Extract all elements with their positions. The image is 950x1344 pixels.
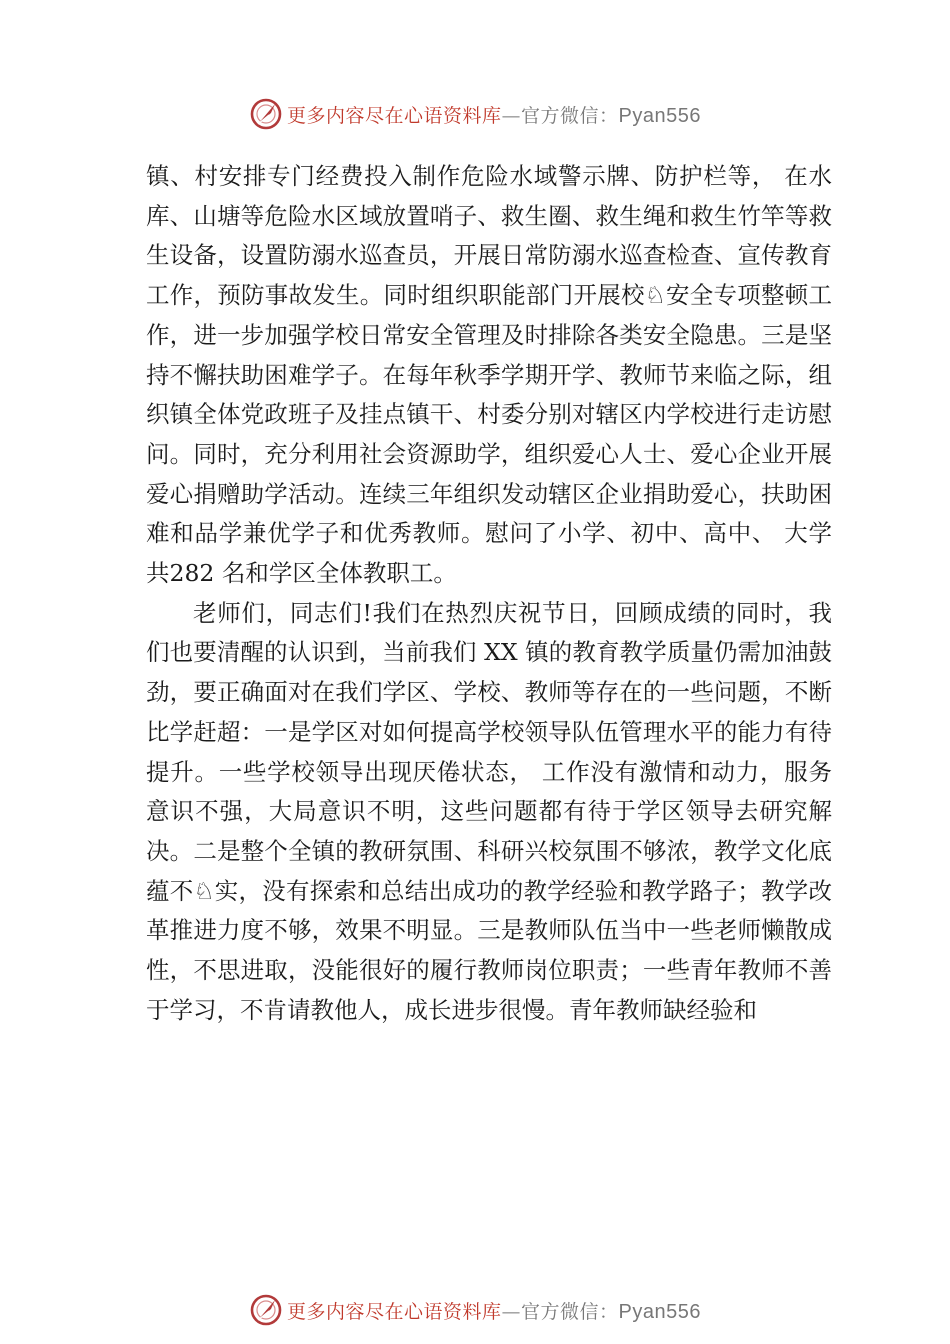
- paragraph-1: 镇、村安排专门经费投入制作危险水域警示牌、防护栏等， 在水库、山塘等危险水区域放置哨子、救生圈、救生绳和救生竹竿等救生设备，设置防溺水巡查员，开展日常防溺水巡查检查、宣传教育工作，预防事故发生。同时组织职能部门开展校♘安全专项整顿工作，进一步加强学校日常安全管理及时排除各类安全隐患。三是坚持不懈扶助困难学子。在每年秋季学期开学、教师节来临之际，组织镇全体党政班子及挂点镇干、村委分别对辖区内学校进行走访慰问。同时，充分利用社会资源助学，组织爱心人士、爱心企业开展爱心捐赠助学活动。连续三年组织发动辖区企业捐助爱心，扶助困难和品学兼优学子和优秀教师。慰问了小学、初中、高中、 大学共282 名和学区全体教职工。: [146, 162, 832, 588]
- quill-pen-logo-icon: [249, 1293, 283, 1327]
- banner-wechat-label: 官方微信：: [521, 104, 619, 127]
- document-body: [146, 157, 832, 1030]
- banner-separator: —: [501, 1300, 522, 1323]
- quill-pen-logo-icon: [249, 97, 283, 131]
- banner-text: [287, 101, 701, 128]
- banner-wechat-id: Pyan556: [618, 1300, 701, 1323]
- paragraph-2: 老师们，同志们!我们在热烈庆祝节日，回顾成绩的同时，我们也要清醒的认识到，当前我们 XX 镇的教育教学质量仍需加油鼓劲，要正确面对在我们学区、学校、教师等存在的一些问题，不断比学赶超：一是学区对如何提高学校领导队伍管理水平的能力有待提升。一些学校领导出现厌倦状态， 工作没有激情和动力，服务意识不强，大局意识不明，这些问题都有待于学区领导去研究解决。二是整个全镇的教研氛围、科研兴校氛围不够浓，教学文化底蕴不♘实，没有探索和总结出成功的教学经验和教学路子；教学改革推进力度不够，效果不明显。三是教师队伍当中一些老师懒散成性，不思进取，没能很好的履行教师岗位职责；一些青年教师不善于学习，不肯请教他人，成长进步很慢。青年教师缺经验和: [146, 598, 832, 1024]
- banner-wechat-label: 官方微信：: [521, 1300, 619, 1323]
- banner-wechat-id: Pyan556: [618, 104, 701, 127]
- banner-separator: —: [501, 104, 522, 127]
- banner-site-name: 更多内容尽在心语资料库: [287, 1300, 502, 1323]
- header-banner: [0, 94, 950, 134]
- footer-banner: [0, 1290, 950, 1330]
- banner-text: [287, 1297, 701, 1324]
- banner-site-name: 更多内容尽在心语资料库: [287, 104, 502, 127]
